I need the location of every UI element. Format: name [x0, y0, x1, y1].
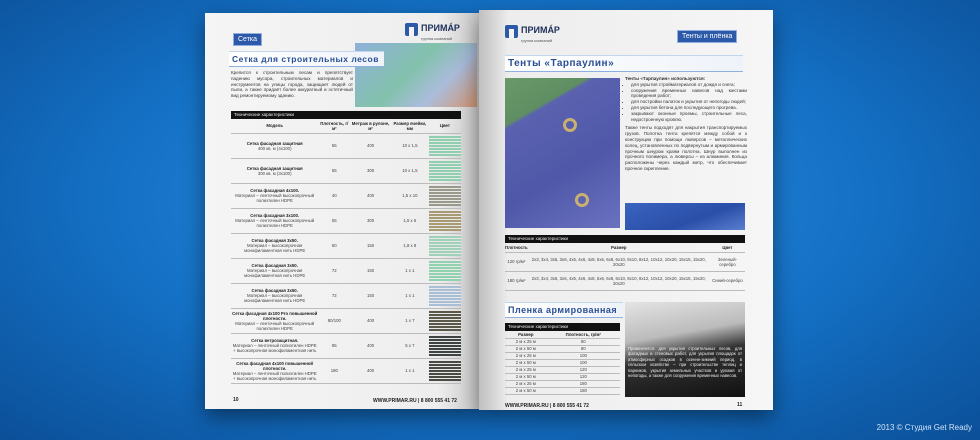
color-swatch — [429, 285, 461, 306]
density-cell: 55 — [318, 158, 350, 183]
page-number: 11 — [737, 402, 743, 408]
meters-cell: 150 — [350, 258, 391, 283]
cell-cell: 1 х 7 — [391, 308, 429, 333]
color-cell — [429, 283, 461, 308]
color-swatch — [429, 135, 461, 156]
meters-cell: 400 — [350, 133, 391, 158]
color-cell — [429, 133, 461, 158]
film-image — [625, 302, 745, 397]
model-name: Сетка фасадная защитная — [246, 140, 303, 146]
column-header: Плотность — [505, 243, 528, 252]
left-page — [205, 13, 479, 409]
density-cell: 180 — [318, 358, 350, 383]
color-cell — [429, 358, 461, 383]
meters-cell: 300 — [350, 158, 391, 183]
meters-cell: 400 — [350, 358, 391, 383]
phone: 8 800 555 41 72 — [552, 403, 589, 409]
use-item: • закрывают оконные проемы, строительные леса, недостроенную кровлю. — [631, 111, 747, 123]
page-number: 10 — [233, 397, 239, 403]
color-cell — [429, 183, 461, 208]
table-row — [505, 345, 620, 352]
cell-cell: 1 х 1 — [391, 358, 429, 383]
cell-cell: 5 х 7 — [391, 333, 429, 358]
density-cell: 120 гр/м² — [505, 252, 528, 271]
use-item: • для постройки палаток и укрытия от непогоды людей; — [631, 99, 747, 105]
meters-cell: 300 — [350, 208, 391, 233]
model-cell — [231, 233, 318, 258]
model-name: Сетка ветрозащитная. — [251, 338, 299, 343]
color-swatch — [429, 260, 461, 281]
color-cell — [429, 208, 461, 233]
table-row — [231, 308, 461, 333]
column-header: Плотность, г/м² — [318, 119, 350, 133]
density-cell: 120 — [547, 373, 620, 380]
use-item: • для укрытия стройматериалов от дождя и снега; — [631, 82, 747, 88]
density-cell: 72 — [318, 283, 350, 308]
use-item: • для укрытия бетона для последующего прогрева. — [631, 105, 747, 111]
cell-cell: 1,5 х 6 — [391, 208, 429, 233]
logo — [405, 18, 460, 41]
table-row — [505, 352, 620, 359]
table-row — [505, 252, 745, 271]
column-header: Метраж в рулоне, м² — [350, 119, 391, 133]
film-specs — [505, 323, 620, 395]
column-header: Размер ячейки, мм — [391, 119, 429, 133]
size-cell: 2 м х 25 м — [505, 352, 547, 359]
table-row — [505, 387, 620, 394]
table-row — [505, 373, 620, 380]
film-title: Пленка армированная — [505, 302, 623, 318]
color-cell — [429, 258, 461, 283]
size-cell: 2 м х 25 м — [505, 380, 547, 387]
color-swatch — [429, 335, 461, 356]
color-swatch — [429, 185, 461, 206]
density-cell: 180 гр/м² — [505, 271, 528, 290]
table-row — [231, 283, 461, 308]
size-cell: 2 м х 25 м — [505, 366, 547, 373]
color-swatch — [429, 360, 461, 381]
logo-sub: группа компаний — [521, 38, 553, 43]
page-title: Сетка для строительных лесов — [229, 51, 384, 67]
density-cell: 60 — [318, 233, 350, 258]
color-swatch — [429, 310, 461, 331]
model-cell — [231, 358, 318, 383]
model-desc: Материал – ленточный высокопрочный полиэтилен HDPE — [235, 218, 315, 228]
density-cell: 180 — [547, 387, 620, 394]
grommet — [563, 118, 577, 132]
color-cell: Зеленый-серебро — [710, 252, 745, 271]
column-header: Размер — [505, 331, 547, 338]
site-link[interactable]: WWW.PRIMAR.RU — [373, 398, 417, 404]
color-cell — [429, 158, 461, 183]
model-name: Сетка фасадная 3х50. — [251, 288, 298, 293]
uses-block — [625, 76, 747, 172]
logo — [505, 20, 560, 43]
column-header: Цвет — [429, 119, 461, 133]
section-tag: Тенты и плёнка — [677, 30, 737, 43]
model-desc: Материал – высокопрочная монофиламентная нить HDPE — [244, 243, 306, 253]
model-cell — [231, 308, 318, 333]
table-row — [505, 271, 745, 290]
density-cell: 55 — [318, 208, 350, 233]
tarp-specs — [505, 235, 745, 291]
table-caption: Технические характеристики — [505, 323, 620, 331]
density-cell: 80 — [547, 345, 620, 352]
logo-name: ПРИМÁР — [521, 25, 560, 35]
logo-icon — [505, 25, 518, 38]
specs-table-wrap — [231, 111, 461, 384]
cell-cell: 1,8 х 8 — [391, 233, 429, 258]
meters-cell: 150 — [350, 233, 391, 258]
model-desc: Материал – высокопрочная монофиламентная нить HDPE — [244, 268, 306, 278]
cell-cell: 1,5 х 10 — [391, 183, 429, 208]
footer-contacts: WWW.PRIMAR.RU | 8 800 555 41 72 — [505, 403, 589, 409]
column-header: Цвет — [710, 243, 745, 252]
model-cell — [231, 333, 318, 358]
model-desc: Материал – ленточный полиэтилен HDPE + высокопрочная монофиламентная нить — [232, 370, 317, 381]
model-name: Сетка фасадная 4х100. — [250, 188, 300, 193]
column-header: Модель — [231, 119, 318, 133]
film-description: Применяется: для укрытия строительных лесов, для фасадных и стеновых работ, для укрытия площадок от атмосферных осадков в осенне-зимний период, в сельском хозяйстве – при строительстве теплиц и парников, укрытия земельных участков и урожая от непогоды, а также для сооружения временных навесов. — [628, 346, 742, 379]
table-row — [505, 366, 620, 373]
density-cell: 40 — [318, 183, 350, 208]
cell-cell: 10 х 1,5 — [391, 133, 429, 158]
color-swatch — [429, 160, 461, 181]
cell-cell: 1 х 1 — [391, 283, 429, 308]
film-table — [505, 331, 620, 395]
density-cell: 180 — [547, 380, 620, 387]
column-header: Размер — [528, 243, 710, 252]
model-cell — [231, 133, 318, 158]
tarpaulin-detail-image — [625, 203, 745, 230]
density-cell: 120 — [547, 366, 620, 373]
sizes-cell: 2х3, 3х4, 3х5, 3х6, 4х5, 4х6, 4х8, 5х6, 6х8, 6х10, 8х10, 8х12, 10х12, 10х20, 15х15, 15х20, 20х20 — [528, 252, 710, 271]
meters-cell: 400 — [350, 183, 391, 208]
cell-cell: 1 х 1 — [391, 258, 429, 283]
table-row — [231, 233, 461, 258]
color-swatch — [429, 235, 461, 256]
uses-heading: Тенты «Тарпаулин» используются: — [625, 76, 706, 81]
use-item: • сооружения временных навесов над местами проведения работ; — [631, 88, 747, 100]
description: Также тенты подходят для накрытия транспортируемых грузов. Полотна тента крепятся между собой и к конструкции при помощи люверсов – металлических колец, установленных по подвернутым и армированным прочным шнуром краям полотна. Шнур выполнен из прочного полимера, а люверсы – из алюминия. Кольца расположены через каждый метр, что обеспечивает прочное скрепление. — [625, 125, 747, 171]
size-cell: 2 м х 50 м — [505, 359, 547, 366]
density-cell: 80 — [547, 338, 620, 345]
color-cell: Синий-серебро — [710, 271, 745, 290]
phone: 8 800 555 41 72 — [420, 398, 457, 404]
specs-table — [231, 119, 461, 384]
model-cell — [231, 208, 318, 233]
logo-name: ПРИМÁР — [421, 23, 460, 33]
model-name: Сетка фасадная 4х100 Pro повышенной плотности. — [232, 310, 318, 321]
table-row — [231, 158, 461, 183]
table-row — [505, 380, 620, 387]
meters-cell: 400 — [350, 333, 391, 358]
model-desc: Материал – высокопрочная монофиламентная нить HDPE — [244, 293, 306, 303]
logo-icon — [405, 23, 418, 36]
color-cell — [429, 233, 461, 258]
tarpaulin-image — [505, 78, 620, 228]
model-desc: Материал – ленточный высокопрочный полиэтилен HDPE — [235, 320, 315, 331]
sizes-cell: 2х3, 3х4, 3х5, 3х6, 4х5, 4х6, 4х8, 5х6, 6х8, 6х10, 8х10, 8х12, 10х12, 10х20, 15х15, 15х20, 20х20 — [528, 271, 710, 290]
color-cell — [429, 308, 461, 333]
meters-cell: 150 — [350, 283, 391, 308]
model-desc: 400 кв. м (4х100) — [257, 145, 292, 151]
model-cell — [231, 283, 318, 308]
tarp-table — [505, 243, 745, 291]
model-name: Сетка фасадная 3х50. — [251, 238, 298, 243]
model-name: Сетка фасадная 3х50. — [251, 263, 298, 268]
model-desc: 300 кв. м (3х100) — [257, 170, 292, 176]
model-name: Сетка фасадная 4х100 повышенной плотности. — [236, 360, 314, 371]
table-caption: Технические характеристики — [231, 111, 461, 119]
table-row — [231, 258, 461, 283]
density-cell: 100 — [547, 352, 620, 359]
table-row — [231, 333, 461, 358]
credit: 2013 © Студия Get Ready — [876, 423, 972, 432]
size-cell: 2 м х 25 м — [505, 338, 547, 345]
model-desc: Материал – ленточный полиэтилен HDPE + высокопрочная монофиламентная нить — [232, 343, 317, 353]
column-header: Плотность, гр/м² — [547, 331, 620, 338]
model-cell — [231, 158, 318, 183]
table-row — [231, 133, 461, 158]
table-row — [231, 183, 461, 208]
table-row — [231, 358, 461, 383]
table-caption: Технические характеристики — [505, 235, 745, 243]
color-swatch — [429, 210, 461, 231]
grommet — [575, 193, 589, 207]
section-tag: Сетка — [233, 33, 262, 46]
logo-sub: группа компаний — [421, 36, 453, 41]
size-cell: 2 м х 50 м — [505, 387, 547, 394]
model-name: Сетка фасадная защитная — [246, 165, 303, 171]
density-cell: 85 — [318, 333, 350, 358]
table-row — [505, 359, 620, 366]
cell-cell: 10 х 1,5 — [391, 158, 429, 183]
size-cell: 2 м х 50 м — [505, 373, 547, 380]
color-cell — [429, 333, 461, 358]
table-row — [505, 338, 620, 345]
table-row — [231, 208, 461, 233]
density-cell: 72 — [318, 258, 350, 283]
right-page — [479, 10, 773, 410]
meters-cell: 400 — [350, 308, 391, 333]
model-name: Сетка фасадная 3х100. — [250, 213, 300, 218]
site-link[interactable]: WWW.PRIMAR.RU — [505, 403, 549, 409]
size-cell: 2 м х 50 м — [505, 345, 547, 352]
density-cell: 100 — [547, 359, 620, 366]
page-title: Тенты «Тарпаулин» — [505, 55, 743, 72]
model-cell — [231, 183, 318, 208]
intro-text: Крепится к строительным лесам и препятствует падению мусора, строительных материалов и инструментов на улицы города, защищает людей от пыли, а также придаёт более аккуратный и эстетичный вид ремонтируемому зданию. — [231, 70, 353, 99]
model-desc: Материал – ленточный высокопрочный полиэтилен HDPE — [235, 193, 315, 203]
density-cell: 80/100 — [318, 308, 350, 333]
model-cell — [231, 258, 318, 283]
footer-contacts: WWW.PRIMAR.RU | 8 800 555 41 72 — [373, 398, 457, 404]
density-cell: 55 — [318, 133, 350, 158]
